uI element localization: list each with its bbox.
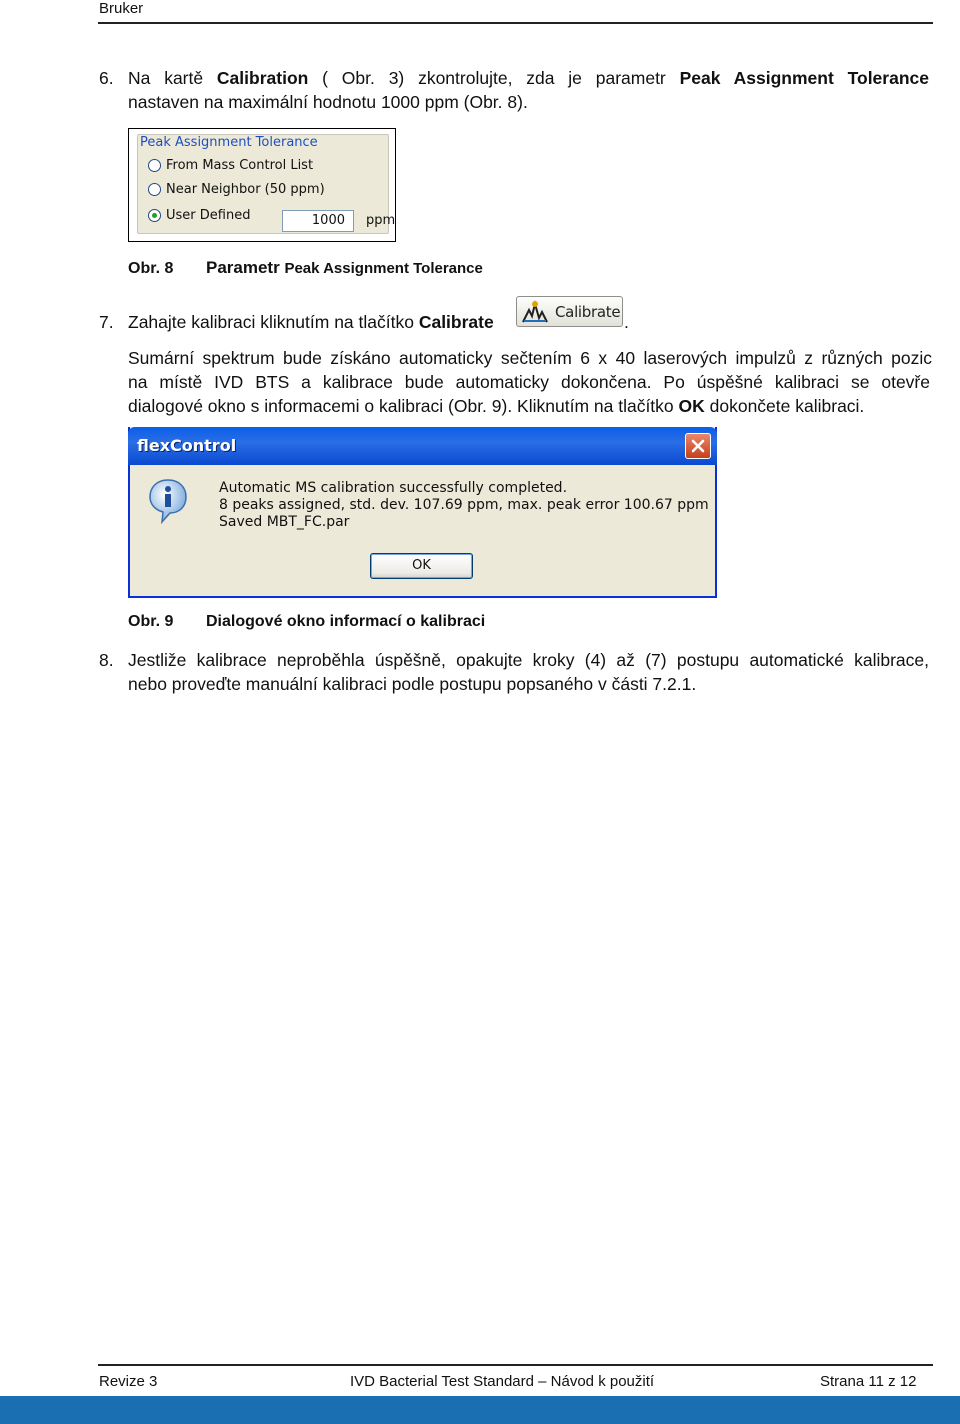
option-near-neighbor[interactable]: Near Neighbor (50 ppm) <box>148 182 325 197</box>
figure8-screenshot <box>128 128 396 242</box>
groupbox-title: Peak Assignment Tolerance <box>140 135 318 150</box>
radio-selected-icon[interactable] <box>148 209 161 222</box>
step7-para-line1: Sumární spektrum bude získáno automaticky sečtením 6 x 40 laserových impulzů z různých pozic <box>128 348 932 368</box>
step6-line1: Na kartě Calibration ( Obr. 3) zkontrolujte, zda je parametr Peak Assignment Tolerance <box>128 68 929 88</box>
figure9-caption-number: Obr. 9 <box>128 613 174 630</box>
close-icon <box>691 439 705 453</box>
header-divider <box>98 22 933 24</box>
dialog-titlebar <box>128 427 717 465</box>
step8-number: 8. <box>99 650 114 670</box>
dialog-message: Automatic MS calibration successfully completed. 8 peaks assigned, std. dev. 107.69 ppm, max. peak error 100.67 ppm Saved MBT_FC.par <box>219 480 709 530</box>
footer-page: Strana 11 z 12 <box>820 1373 917 1390</box>
figure9-caption: Dialogové okno informací o kalibraci <box>206 613 486 630</box>
calibrate-label: Calibrate <box>555 302 621 321</box>
step6-line2: nastaven na maximální hodnotu 1000 ppm (Obr. 8). <box>128 92 528 112</box>
tolerance-unit: ppm <box>366 213 396 228</box>
step8-line1: Jestliže kalibrace neproběhla úspěšně, opakujte kroky (4) až (7) postupu automatické kalibrace, <box>128 650 929 670</box>
step7-period: . <box>624 312 629 332</box>
radio-icon[interactable] <box>148 159 161 172</box>
step7-para-line2: na místě IVD BTS a kalibrace bude automaticky dokončena. Po úspěšné kalibraci se otevře <box>128 372 930 392</box>
tolerance-value-input[interactable]: 1000 <box>282 210 354 232</box>
radio-icon[interactable] <box>148 183 161 196</box>
footer-band <box>0 1396 960 1424</box>
dialog-title: flexControl <box>137 436 237 455</box>
step6-number: 6. <box>99 68 114 88</box>
header-brand: Bruker <box>99 0 144 17</box>
step8-line2: nebo proveďte manuální kalibraci podle postupu popsaného v části 7.2.1. <box>128 674 697 694</box>
figure8-caption: Parametr Peak Assignment Tolerance <box>206 258 483 277</box>
calibrate-icon <box>521 300 549 324</box>
close-button[interactable] <box>685 433 711 459</box>
step7-number: 7. <box>99 312 114 332</box>
ok-button[interactable]: OK <box>370 553 473 579</box>
info-icon <box>148 478 188 524</box>
footer-divider <box>98 1364 933 1366</box>
flexcontrol-dialog <box>128 427 717 598</box>
footer-revision: Revize 3 <box>99 1373 158 1390</box>
footer-title: IVD Bacterial Test Standard – Návod k použití <box>350 1373 655 1390</box>
calibrate-button-image <box>516 296 623 327</box>
figure8-caption-number: Obr. 8 <box>128 260 174 277</box>
option-user-defined[interactable]: User Defined <box>148 208 250 223</box>
step7-para-line3: dialogové okno s informacemi o kalibraci (Obr. 9). Kliknutím na tlačítko OK dokončete kalibraci. <box>128 396 865 416</box>
step7-text: Zahajte kalibraci kliknutím na tlačítko Calibrate <box>128 312 494 332</box>
option-from-mass-control-list[interactable]: From Mass Control List <box>148 158 313 173</box>
